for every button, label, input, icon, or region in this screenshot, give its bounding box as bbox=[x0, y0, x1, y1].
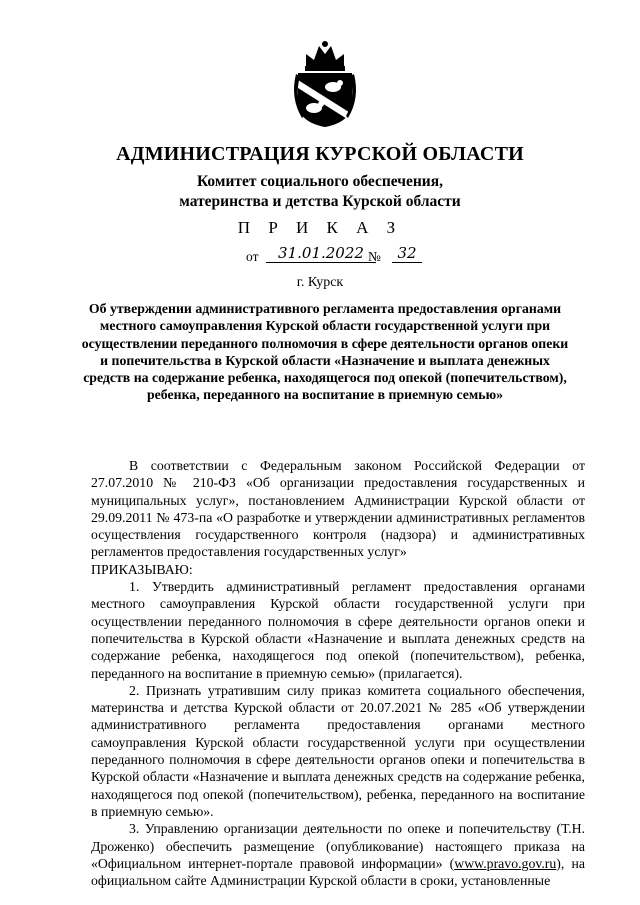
order-from-label: от bbox=[246, 249, 259, 264]
document-body bbox=[91, 457, 585, 889]
order-item-1: 1. Утвердить административный регламент предоставления органами местного самоуправления Курской области государственной услуги при осуществлении переданного полномочия в сфере деятельности органов опеки и попечительства в Курской области «Назначение и выплата денежных средств на содержание ребенка, находящегося под опекой (попечительством), ребенка, переданного на воспитание в приемную семью» (прилагается). bbox=[91, 579, 585, 681]
order-item-2: 2. Признать утратившим силу приказ комитета социального обеспечения, материнства и детства Курской области от 20.07.2021 № 285 «Об утверждении административного регламента предоставления органами местного самоуправления Курской области государственной услуги при осуществлении переданного полномочия в сфере деятельности органов опеки и попечительства в Курской области «Назначение и выплата денежных средств на содержание ребенка, находящегося под опекой (попечительством), ребенка, переданного на воспитание в приемную семью». bbox=[91, 682, 585, 819]
city-name: г. Курск bbox=[296, 275, 344, 290]
kursk-coat-of-arms-icon bbox=[290, 40, 360, 128]
decree-word: ПРИКАЗЫВАЮ: bbox=[91, 561, 193, 577]
order-date-number bbox=[246, 244, 416, 266]
document-title: Об утверждении административного регламента предоставления органами местного самоуправления Курской области государственной услуги при осуществлении переданного полномочия в сфере деятельности органов опеки и попечительства в Курской области «Назначение и выплата денежных средств на содержание ребенка, находящегося под опекой (попечительством), ребенка, переданного на воспитание в приемную семью» bbox=[81, 301, 569, 403]
order-number: 32 bbox=[392, 244, 422, 263]
committee-line-2: материнства и детства Курской области bbox=[179, 193, 461, 210]
order-item-3-text-end: ), на официальном сайте Администрации Курской области в сроки, установленные bbox=[91, 855, 585, 889]
preamble-paragraph: В соответствии с Федеральным законом Российской Федерации от 27.07.2010 № 210-ФЗ «Об организации предоставления государственных и муниципальных услуг», постановлением Администрации Курской области от 29.09.2011 № 473-па «О разработке и утверждении административных регламентов осуществления государственного контроля (надзора) и административных регламентов предоставления государственных услуг» bbox=[91, 458, 585, 560]
order-number-label: № bbox=[368, 249, 381, 264]
order-date: 31.01.2022 bbox=[266, 244, 376, 263]
document-type: П Р И К А З bbox=[237, 218, 403, 237]
pravo-gov-link[interactable]: www.pravo.gov.ru bbox=[454, 855, 557, 871]
order-item-3-text-start: 3. Управлению организации деятельности по опеке и попечительству (Т.Н. Дроженко) обеспечить размещение (опубликование) настоящего приказа на «Официальном интернет-портале правовой информации» ( bbox=[91, 821, 585, 871]
committee-name bbox=[0, 172, 640, 212]
committee-line-1: Комитет социального обеспечения, bbox=[196, 173, 444, 190]
order-item-3 bbox=[91, 820, 585, 889]
agency-name: АДМИНИСТРАЦИЯ КУРСКОЙ ОБЛАСТИ bbox=[116, 143, 524, 165]
